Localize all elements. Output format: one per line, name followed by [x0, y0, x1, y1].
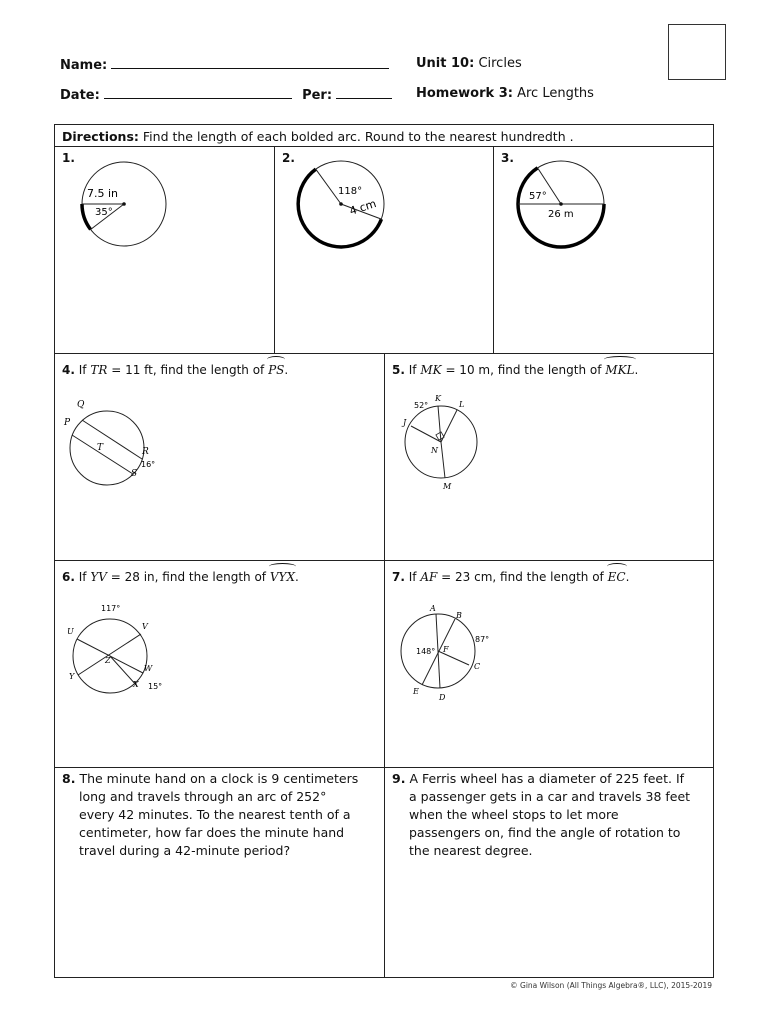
- svg-text:F: F: [443, 645, 449, 654]
- arc-PS: PS: [268, 363, 285, 377]
- svg-text:U: U: [67, 627, 74, 636]
- svg-text:K: K: [435, 394, 441, 403]
- directions-row: [54, 124, 714, 147]
- name-field[interactable]: [60, 56, 389, 73]
- svg-text:J: J: [403, 418, 407, 427]
- problem-8: [54, 767, 385, 978]
- per-label: Per:: [302, 88, 333, 103]
- directions-label: Directions:: [62, 129, 139, 144]
- problem-9-text: 9. A Ferris wheel has a diameter of 225 feet. If a passenger gets in a car and travels 38 feet when the wheel stops to let more passengers on, find the angle of rotation to the nearest degree.: [392, 771, 691, 858]
- svg-text:T: T: [97, 443, 104, 453]
- svg-text:V: V: [142, 622, 148, 631]
- svg-text:C: C: [474, 662, 481, 671]
- svg-text:Q: Q: [77, 400, 85, 410]
- problem-7: [384, 560, 714, 768]
- problem-7-text: 7. If AF = 23 cm, find the length of EC.: [392, 570, 630, 584]
- problem-1-number: 1.: [62, 151, 75, 165]
- arc-EC: EC: [607, 570, 626, 584]
- problem-6: [54, 560, 385, 768]
- svg-text:R: R: [142, 447, 149, 457]
- svg-text:B: B: [456, 611, 462, 620]
- problem-2: [274, 146, 494, 354]
- svg-text:52°: 52°: [414, 401, 429, 410]
- arc-MKL: MKL: [605, 363, 635, 377]
- problem-5-text: 5. If MK = 10 m, find the length of MKL.: [392, 363, 639, 377]
- directions-text: Find the length of each bolded arc. Round to the nearest hundredth .: [142, 129, 574, 144]
- problem-4: [54, 353, 385, 561]
- svg-text:Z: Z: [105, 656, 111, 665]
- svg-text:A: A: [430, 604, 436, 613]
- svg-text:M: M: [443, 482, 452, 491]
- problem-4-diagram: [55, 354, 386, 562]
- problem-2-number: 2.: [282, 151, 295, 165]
- unit-label: Unit 10:: [416, 56, 475, 71]
- date-field[interactable]: [60, 86, 392, 103]
- segment-TR: TR: [90, 363, 108, 377]
- radius-label: 7.5 in: [87, 187, 119, 200]
- name-label: Name:: [60, 58, 108, 73]
- problem-3: [493, 146, 714, 354]
- problem-1-diagram: [55, 147, 276, 355]
- arc-VYX: VYX: [269, 570, 295, 584]
- angle-label: 57°: [529, 191, 547, 202]
- segment-YV: YV: [90, 570, 107, 584]
- segment-AF: AF: [420, 570, 438, 584]
- svg-text:X: X: [133, 680, 139, 689]
- angle-label: 35°: [95, 207, 113, 218]
- date-label: Date:: [60, 88, 100, 103]
- homework-label: Homework 3:: [416, 86, 513, 101]
- angle-label: 118°: [338, 186, 363, 197]
- copyright-footer: © Gina Wilson (All Things Algebra®, LLC), 2015-2019: [510, 981, 712, 990]
- problem-2-diagram: [275, 147, 495, 355]
- svg-text:16°: 16°: [141, 460, 156, 469]
- problem-1: [54, 146, 275, 354]
- segment-MK: MK: [420, 363, 442, 377]
- svg-text:N: N: [431, 446, 438, 455]
- homework-title: Arc Lengths: [517, 86, 594, 101]
- svg-text:L: L: [459, 400, 465, 409]
- date-blank[interactable]: [104, 86, 292, 99]
- score-box: [668, 24, 726, 80]
- svg-text:Y: Y: [69, 672, 75, 681]
- problem-4-text: 4. If TR = 11 ft, find the length of PS.: [62, 363, 289, 377]
- problem-9: [384, 767, 714, 978]
- svg-text:117°: 117°: [101, 604, 121, 613]
- svg-text:P: P: [64, 418, 71, 428]
- problem-3-diagram: [494, 147, 715, 355]
- svg-text:S: S: [131, 469, 138, 479]
- problem-5-diagram: [385, 354, 715, 562]
- problem-7-diagram: [385, 561, 715, 769]
- problem-8-text: 8. The minute hand on a clock is 9 centimeters long and travels through an arc of 252° every 42 minutes. To the nearest tenth of a centimeter, how far does the minute hand travel during a 42-minute period?: [62, 771, 359, 858]
- unit-heading: [416, 56, 522, 71]
- svg-text:87°: 87°: [475, 635, 490, 644]
- homework-heading: [416, 86, 594, 101]
- svg-text:15°: 15°: [148, 682, 163, 691]
- per-blank[interactable]: [336, 86, 392, 99]
- radius-label: 4 cm: [347, 197, 378, 218]
- svg-text:W: W: [144, 664, 153, 673]
- svg-text:E: E: [413, 687, 419, 696]
- diameter-label: 26 m: [548, 209, 574, 220]
- problem-3-number: 3.: [501, 151, 514, 165]
- problem-6-text: 6. If YV = 28 in, find the length of VYX.: [62, 570, 299, 584]
- svg-text:148°: 148°: [416, 647, 436, 656]
- svg-text:D: D: [439, 693, 446, 702]
- problem-5: [384, 353, 714, 561]
- unit-title: Circles: [478, 56, 522, 71]
- name-blank[interactable]: [111, 56, 389, 69]
- problem-6-diagram: [55, 561, 386, 769]
